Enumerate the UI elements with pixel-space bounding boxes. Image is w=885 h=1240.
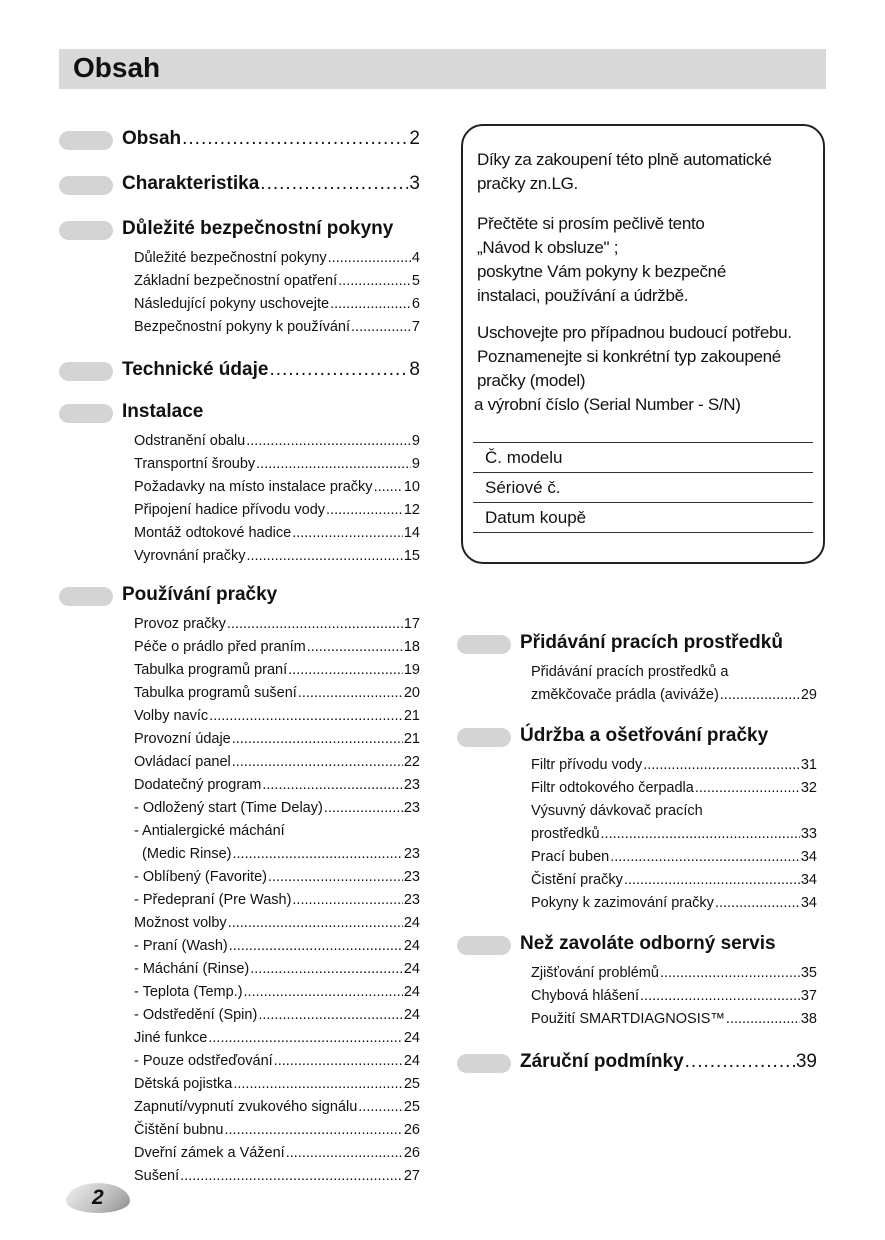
toc-item-label: Filtr přívodu vody	[531, 757, 643, 773]
dot-leader	[330, 293, 411, 316]
toc-item-page-number: 35	[800, 965, 817, 981]
dot-leader	[610, 846, 800, 869]
section-page-number: 3	[409, 173, 420, 194]
toc-item[interactable]	[531, 777, 817, 800]
section-marker-pill	[457, 635, 511, 654]
toc-left-column	[59, 128, 420, 1188]
toc-item-label: Ovládací panel	[134, 754, 231, 770]
dot-leader	[246, 545, 402, 568]
dot-leader	[685, 1051, 795, 1073]
section-marker-pill	[457, 936, 511, 955]
toc-section-heading[interactable]	[457, 632, 817, 658]
section-page-number: 8	[409, 359, 420, 380]
toc-item-page-number: 31	[800, 757, 817, 773]
toc-item[interactable]	[531, 684, 817, 707]
toc-item-list	[134, 613, 420, 1188]
toc-item-label: Sušení	[134, 1168, 180, 1184]
toc-item[interactable]	[134, 1050, 420, 1073]
toc-item[interactable]	[134, 1096, 420, 1119]
toc-item-label: změkčovače prádla (aviváže)	[531, 687, 719, 703]
toc-item-label: Dveřní zámek a Vážení	[134, 1145, 285, 1161]
toc-item-label: Výsuvný dávkovač pracích	[531, 803, 703, 819]
toc-item-page-number: 26	[403, 1122, 420, 1138]
dot-leader	[256, 453, 411, 476]
toc-item-page-number: 22	[403, 754, 420, 770]
dot-leader	[180, 1165, 403, 1188]
dot-leader	[624, 869, 800, 892]
toc-item-page-number: 23	[403, 777, 420, 793]
toc-item-label: Čistění pračky	[531, 872, 623, 888]
toc-item-label: prostředků	[531, 826, 600, 842]
toc-section	[59, 401, 420, 568]
toc-item[interactable]	[134, 774, 420, 797]
section-title: Záruční podmínky	[520, 1051, 684, 1072]
toc-item[interactable]	[134, 522, 420, 545]
section-title: Používání pračky	[122, 584, 278, 605]
dot-leader	[244, 981, 403, 1004]
toc-item[interactable]	[134, 499, 420, 522]
toc-item-page-number: 29	[800, 687, 817, 703]
dot-leader	[726, 1008, 800, 1031]
toc-item-page-number: 23	[403, 800, 420, 816]
toc-section-heading[interactable]	[457, 933, 817, 959]
dot-leader	[288, 659, 403, 682]
toc-item-page-number: 6	[411, 296, 420, 312]
toc-item-label: - Předepraní (Pre Wash)	[134, 892, 292, 908]
toc-item-label: Přidávání pracích prostředků a	[531, 664, 729, 680]
toc-item-label: Tabulka programů praní	[134, 662, 288, 678]
toc-item-label: Vyrovnání pračky	[134, 548, 246, 564]
toc-section	[59, 584, 420, 1188]
toc-item-label: Čištění bubnu	[134, 1122, 224, 1138]
dot-leader	[182, 128, 408, 150]
toc-section-heading[interactable]	[59, 128, 420, 154]
toc-item-label: Chybová hlášení	[531, 988, 640, 1004]
toc-item[interactable]	[134, 866, 420, 889]
section-label-row	[122, 173, 420, 195]
toc-item-list	[531, 661, 817, 707]
toc-item[interactable]	[134, 430, 420, 453]
toc-item-page-number: 34	[800, 872, 817, 888]
info-line: pračky zn.LG.	[477, 174, 578, 193]
toc-item-label: - Oblíbený (Favorite)	[134, 869, 267, 885]
info-line: „Návod k obsluze" ;	[477, 238, 619, 257]
toc-item-page-number: 26	[403, 1145, 420, 1161]
dot-leader	[292, 889, 402, 912]
toc-item-label: Pokyny k zazimování pračky	[531, 895, 714, 911]
toc-item-page-number: 32	[800, 780, 817, 796]
toc-item[interactable]	[531, 846, 817, 869]
toc-item-page-number: 23	[403, 869, 420, 885]
toc-section	[457, 725, 817, 915]
toc-item[interactable]	[531, 800, 817, 823]
section-marker-pill	[457, 1054, 511, 1073]
toc-item-list	[531, 754, 817, 915]
toc-item-page-number: 9	[411, 456, 420, 472]
toc-item-page-number: 19	[403, 662, 420, 678]
dot-leader	[224, 1119, 402, 1142]
toc-item-label: (Medic Rinse)	[134, 846, 232, 862]
info-line: a výrobní číslo (Serial Number - S/N)	[474, 395, 741, 414]
toc-item-label: Bezpečnostní pokyny k používání	[134, 319, 351, 335]
toc-item[interactable]	[134, 247, 420, 270]
toc-item-page-number: 33	[800, 826, 817, 842]
info-line: Přečtěte si prosím pečlivě tento	[477, 214, 705, 233]
thanks-paragraph	[477, 148, 813, 196]
toc-item[interactable]	[134, 843, 420, 866]
dot-leader	[374, 476, 403, 499]
toc-right-column	[457, 632, 817, 1077]
toc-item[interactable]	[531, 869, 817, 892]
dot-leader	[326, 499, 403, 522]
toc-section-heading[interactable]	[59, 401, 420, 427]
section-label-row	[122, 584, 420, 606]
toc-section	[457, 632, 817, 707]
dot-leader	[268, 866, 403, 889]
toc-item[interactable]	[531, 962, 817, 985]
toc-item-label: - Praní (Wash)	[134, 938, 228, 954]
dot-leader	[246, 430, 411, 453]
dot-leader	[351, 316, 411, 339]
toc-item-label: Možnost volby	[134, 915, 227, 931]
section-marker-pill	[59, 362, 113, 381]
toc-item[interactable]	[134, 1165, 420, 1188]
toc-item[interactable]	[134, 728, 420, 751]
toc-item-page-number: 24	[403, 1053, 420, 1069]
toc-item-page-number: 21	[403, 731, 420, 747]
dot-leader	[232, 751, 403, 774]
toc-item[interactable]	[134, 293, 420, 316]
toc-section	[59, 173, 420, 199]
page-number-badge	[66, 1180, 134, 1216]
record-form	[473, 442, 813, 533]
dot-leader	[260, 173, 408, 195]
dot-leader	[292, 522, 403, 545]
toc-item-page-number: 10	[403, 479, 420, 495]
section-title: Obsah	[122, 128, 182, 149]
toc-section	[457, 1051, 817, 1077]
section-marker-pill	[59, 176, 113, 195]
toc-item[interactable]	[134, 682, 420, 705]
toc-item[interactable]	[134, 1027, 420, 1050]
info-line: Uschovejte pro případnou budoucí potřebu.	[477, 323, 792, 342]
dot-leader	[229, 935, 403, 958]
toc-item-page-number: 21	[403, 708, 420, 724]
dot-leader	[232, 728, 403, 751]
toc-item-page-number: 20	[403, 685, 420, 701]
dot-leader	[338, 270, 411, 293]
toc-item[interactable]	[134, 797, 420, 820]
toc-item-page-number: 34	[800, 849, 817, 865]
dot-leader	[233, 843, 403, 866]
section-marker-pill	[59, 221, 113, 240]
serial-field: Sériové č.	[473, 472, 813, 502]
toc-item[interactable]	[134, 545, 420, 568]
toc-item[interactable]	[134, 636, 420, 659]
toc-item-label: Filtr odtokového čerpadla	[531, 780, 694, 796]
toc-section-heading[interactable]	[59, 218, 420, 244]
purchase-date-field: Datum koupě	[473, 502, 813, 533]
section-label-row	[122, 128, 420, 150]
dot-leader	[328, 247, 411, 270]
toc-item-label: Volby navíc	[134, 708, 209, 724]
toc-item[interactable]	[134, 912, 420, 935]
toc-item-page-number: 25	[403, 1076, 420, 1092]
toc-item-label: Požadavky na místo instalace pračky	[134, 479, 373, 495]
page-title: Obsah	[73, 52, 161, 83]
model-field: Č. modelu	[473, 442, 813, 472]
section-marker-pill	[59, 404, 113, 423]
toc-item[interactable]	[134, 935, 420, 958]
dot-leader	[307, 636, 403, 659]
section-label-row	[122, 401, 420, 423]
toc-item[interactable]	[134, 316, 420, 339]
toc-item-page-number: 7	[411, 319, 420, 335]
toc-section	[59, 128, 420, 154]
toc-item-page-number: 18	[403, 639, 420, 655]
info-line: pračky (model)	[477, 371, 586, 390]
section-marker-pill	[59, 587, 113, 606]
dot-leader	[358, 1096, 403, 1119]
toc-item[interactable]	[134, 981, 420, 1004]
toc-item-label: Dětská pojistka	[134, 1076, 233, 1092]
section-label-row	[122, 359, 420, 381]
section-title: Instalace	[122, 401, 204, 422]
toc-item[interactable]	[134, 659, 420, 682]
dot-leader	[715, 892, 800, 915]
toc-item-label: Prací buben	[531, 849, 610, 865]
toc-item-label: Důležité bezpečnostní pokyny	[134, 250, 327, 266]
toc-section	[59, 218, 420, 339]
info-line: poskytne Vám pokyny k bezpečné	[477, 262, 726, 281]
dot-leader	[660, 962, 800, 985]
section-title: Než zavoláte odborný servis	[520, 933, 776, 954]
toc-item-list	[134, 247, 420, 339]
dot-leader	[286, 1142, 403, 1165]
toc-item-label: Dodatečný program	[134, 777, 262, 793]
toc-item-label: - Máchání (Rinse)	[134, 961, 250, 977]
title-bar	[59, 49, 826, 89]
section-label-row	[520, 1051, 817, 1073]
toc-item-page-number: 4	[411, 250, 420, 266]
toc-item-list	[531, 962, 817, 1031]
toc-item-label: - Odstředění (Spin)	[134, 1007, 258, 1023]
dot-leader	[640, 985, 800, 1008]
toc-item[interactable]	[134, 958, 420, 981]
toc-item-page-number: 17	[403, 616, 420, 632]
section-title: Údržba a ošetřování pračky	[520, 725, 769, 746]
section-page-number: 2	[409, 128, 420, 149]
toc-item-list	[134, 430, 420, 568]
section-label-row	[520, 933, 817, 955]
section-label-row	[122, 218, 420, 240]
toc-item-label: Provoz pračky	[134, 616, 226, 632]
toc-item-label: - Pouze odstřeďování	[134, 1053, 273, 1069]
section-title: Technické údaje	[122, 359, 269, 380]
toc-item-page-number: 14	[403, 525, 420, 541]
toc-item-label: Péče o prádlo před praním	[134, 639, 306, 655]
toc-item-page-number: 23	[403, 846, 420, 862]
toc-item-label: - Teplota (Temp.)	[134, 984, 243, 1000]
toc-item[interactable]	[134, 705, 420, 728]
toc-item-label: Montáž odtokové hadice	[134, 525, 292, 541]
toc-item-label: - Odložený start (Time Delay)	[134, 800, 323, 816]
toc-section-heading[interactable]	[59, 584, 420, 610]
toc-item[interactable]	[531, 985, 817, 1008]
toc-item-page-number: 24	[403, 961, 420, 977]
section-label-row	[520, 725, 817, 747]
toc-item-page-number: 23	[403, 892, 420, 908]
toc-item[interactable]	[134, 476, 420, 499]
toc-item-page-number: 5	[411, 273, 420, 289]
dot-leader	[233, 1073, 403, 1096]
toc-item-page-number: 38	[800, 1011, 817, 1027]
toc-item-label: Připojení hadice přívodu vody	[134, 502, 326, 518]
toc-item-page-number: 24	[403, 984, 420, 1000]
toc-item[interactable]	[134, 1142, 420, 1165]
toc-item[interactable]	[134, 453, 420, 476]
toc-item[interactable]	[531, 754, 817, 777]
toc-item-label: Základní bezpečnostní opatření	[134, 273, 338, 289]
toc-item-label: Jiné funkce	[134, 1030, 208, 1046]
toc-item-page-number: 34	[800, 895, 817, 911]
dot-leader	[643, 754, 800, 777]
section-page-number: 39	[795, 1051, 817, 1072]
info-line: instalaci, používání a údržbě.	[477, 286, 689, 305]
keep-manual-paragraph	[474, 321, 813, 417]
toc-section-heading[interactable]	[59, 359, 420, 385]
section-marker-pill	[59, 131, 113, 150]
section-title: Přidávání pracích prostředků	[520, 632, 783, 653]
dot-leader	[298, 682, 403, 705]
toc-item-label: Použití SMARTDIAGNOSIS™	[531, 1011, 725, 1027]
toc-item-page-number: 27	[403, 1168, 420, 1184]
dot-leader	[269, 359, 408, 381]
toc-item[interactable]	[531, 1008, 817, 1031]
toc-item[interactable]	[134, 1004, 420, 1027]
dot-leader	[695, 777, 800, 800]
toc-item[interactable]	[531, 661, 817, 684]
toc-item-page-number: 24	[403, 1030, 420, 1046]
toc-item-label: Následující pokyny uschovejte	[134, 296, 330, 312]
toc-item-page-number: 9	[411, 433, 420, 449]
toc-item-label: Transportní šrouby	[134, 456, 256, 472]
toc-item-page-number: 24	[403, 1007, 420, 1023]
section-marker-pill	[457, 728, 511, 747]
dot-leader	[601, 823, 800, 846]
toc-item[interactable]	[134, 1073, 420, 1096]
section-title: Charakteristika	[122, 173, 260, 194]
toc-section-heading[interactable]	[457, 1051, 817, 1077]
dot-leader	[274, 1050, 403, 1073]
toc-item[interactable]	[134, 751, 420, 774]
toc-item[interactable]	[531, 823, 817, 846]
section-label-row	[520, 632, 817, 654]
toc-item-page-number: 15	[403, 548, 420, 564]
toc-item-label: - Antialergické máchání	[134, 823, 285, 839]
info-line: Díky za zakoupení této plně automatické	[477, 150, 772, 169]
toc-item-label: Odstranění obalu	[134, 433, 246, 449]
toc-item[interactable]	[134, 1119, 420, 1142]
toc-item-label: Provozní údaje	[134, 731, 231, 747]
toc-item-page-number: 12	[403, 502, 420, 518]
dot-leader	[324, 797, 403, 820]
dot-leader	[227, 613, 403, 636]
toc-section	[457, 933, 817, 1031]
toc-item[interactable]	[531, 892, 817, 915]
dot-leader	[209, 705, 403, 728]
info-box	[461, 124, 825, 564]
toc-section-heading[interactable]	[59, 173, 420, 199]
section-title: Důležité bezpečnostní pokyny	[122, 218, 394, 239]
dot-leader	[228, 912, 403, 935]
toc-item-page-number: 37	[800, 988, 817, 1004]
toc-item[interactable]	[134, 820, 420, 843]
dot-leader	[258, 1004, 403, 1027]
toc-section-heading[interactable]	[457, 725, 817, 751]
dot-leader	[208, 1027, 403, 1050]
toc-item[interactable]	[134, 270, 420, 293]
toc-item[interactable]	[134, 889, 420, 912]
toc-item-page-number: 25	[403, 1099, 420, 1115]
page-number: 2	[92, 1186, 104, 1209]
toc-item-page-number: 24	[403, 915, 420, 931]
toc-item-page-number: 24	[403, 938, 420, 954]
toc-item[interactable]	[134, 613, 420, 636]
read-manual-paragraph	[477, 212, 813, 308]
dot-leader	[250, 958, 403, 981]
dot-leader	[262, 774, 403, 797]
toc-section	[59, 359, 420, 385]
toc-item-label: Zjišťování problémů	[531, 965, 659, 981]
info-line: Poznamenejte si konkrétní typ zakoupené	[477, 347, 781, 366]
toc-item-label: Zapnutí/vypnutí zvukového signálu	[134, 1099, 358, 1115]
toc-item-label: Tabulka programů sušení	[134, 685, 297, 701]
dot-leader	[720, 684, 800, 707]
